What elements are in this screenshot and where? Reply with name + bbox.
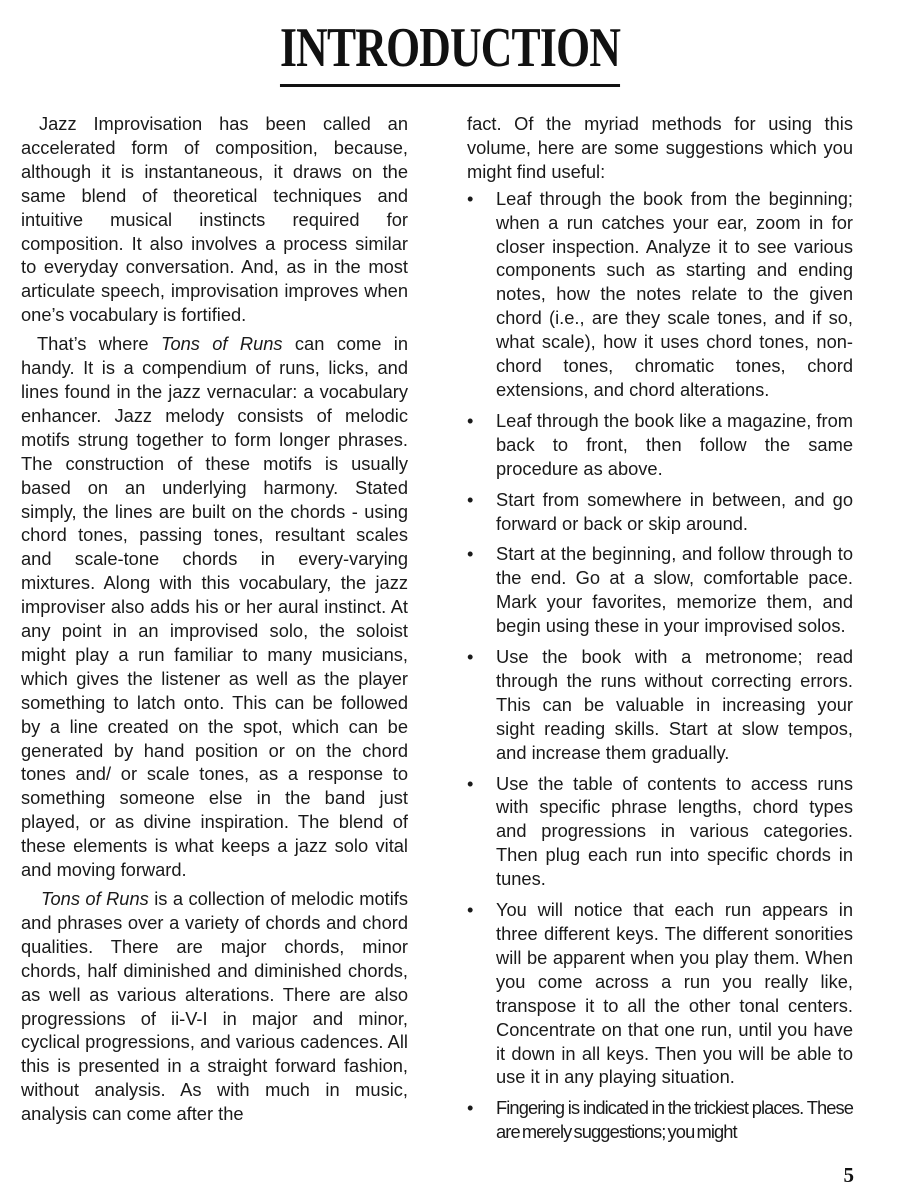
list-item xyxy=(467,542,853,638)
paragraph-2-lead: That’s where xyxy=(37,333,161,355)
list-item-text: Start at the beginning, and follow through to the end. Go at a slow, comfortable pace. Mark your favorites, memorize them, and begin using these in your improvised solos. xyxy=(496,543,853,637)
paragraph-2 xyxy=(21,332,408,882)
bullet-icon: • xyxy=(467,899,474,921)
bullet-icon: • xyxy=(467,409,474,431)
page-title: INTRODUCTION xyxy=(280,16,620,87)
list-item xyxy=(467,772,853,892)
bullet-icon: • xyxy=(467,772,474,794)
paragraph-2-body: can come in handy. It is a compendium of runs, licks, and lines found in the jazz vernacular: a vocabulary enhancer. Jazz melody consists of melodic motifs strung together to form longer phrases. The construction of these motifs is usually based on an underlying harmony. Stated simply, the lines are built on the chords - using chord tones, passing tones, resultant scales and scale-tone chords in every-varying mixtures. Along with this vocabulary, the jazz improviser also adds his or her aural instinct. At any point in an improvised solo, the soloist might play a run familiar to many musicians, which gives the listener as well as the player something to latch onto. This can be followed by a line created on the spot, which can be generated by hand position or on the chord tones and/ or scale tones, as a response to something someone else in the band just played, or as divine inspiration. The blend of these elements is what keeps a jazz solo vital and moving forward. xyxy=(21,333,409,881)
list-item-text: Leaf through the book from the beginning; when a run catches your ear, zoom in for closer inspection. Analyze it to see various components such as starting and ending notes, how the notes relate to the given chord (i.e., are they scale tones, and if so, what scale), how it uses chord tones, non-chord tones, chromatic tones, chord extensions, and chord alterations. xyxy=(496,187,853,400)
list-item xyxy=(467,187,853,402)
bullet-icon: • xyxy=(467,187,474,209)
list-item-text: You will notice that each run appears in three different keys. The different sonorities will be apparent when you play them. When you come across a run you really like, transpose it to all the other tonal centers. Concentrate on that one run, until you have it down in all keys. Then you will be able to use it in any playing situation. xyxy=(496,899,853,1088)
bullet-icon: • xyxy=(467,488,474,510)
list-item-text: Use the table of contents to access runs with specific phrase lengths, chord types and progressions in various categories. Then plug each run into specific chords in tunes. xyxy=(496,772,853,890)
bullet-icon: • xyxy=(467,1097,473,1119)
paragraph-3 xyxy=(21,887,408,1126)
list-item xyxy=(467,488,853,536)
suggestions-list xyxy=(467,187,853,1144)
list-item-text: Start from somewhere in between, and go forward or back or skip around. xyxy=(496,488,853,534)
list-item xyxy=(467,898,853,1089)
list-item xyxy=(467,409,853,481)
list-item-text: Leaf through the book like a magazine, from back to front, then follow the same procedure as above. xyxy=(496,409,853,479)
right-column xyxy=(467,112,853,1151)
paragraph-1: Jazz Improvisation has been called an accelerated form of composition, because, although it is instantaneous, it draws on the same blend of theoretical techniques and intuitive musical instincts required for composition. It also involves a process similar to everyday conversation. And, as in the most articulate speech, improvisation improves when one’s vocabulary is fortified. xyxy=(21,113,408,326)
book-title-italic: Tons of Runs xyxy=(160,333,283,355)
bullet-icon: • xyxy=(467,543,474,565)
list-item-text: Use the book with a metronome; read through the runs without correcting errors. This can be valuable in increasing your sight reading skills. Start at slow tempos, and increase them gradually. xyxy=(496,646,853,763)
bullet-icon: • xyxy=(467,646,474,668)
left-column xyxy=(21,112,408,1131)
page-title-block xyxy=(0,16,900,87)
list-item xyxy=(467,645,853,765)
paragraph-continuation: fact. Of the myriad methods for using this volume, here are some suggestions which you might find useful: xyxy=(467,113,853,182)
page-number: 5 xyxy=(843,1163,854,1187)
paragraph-3-body: is a collection of melodic motifs and phrases over a variety of chords and chord qualities. There are major chords, minor chords, half diminished and diminished chords, as well as various alterations. There are also progressions of ii-V-I in major and minor, cyclical progressions, and various cadences. All this is presented in a straight forward fashion, without analysis. As with much in music, analysis can come after the xyxy=(21,888,409,1125)
list-item xyxy=(467,1096,853,1144)
list-item-text: Fingering is indicated in the trickiest places. These are merely suggestions; you might xyxy=(496,1097,853,1143)
book-title-italic: Tons of Runs xyxy=(41,888,149,909)
